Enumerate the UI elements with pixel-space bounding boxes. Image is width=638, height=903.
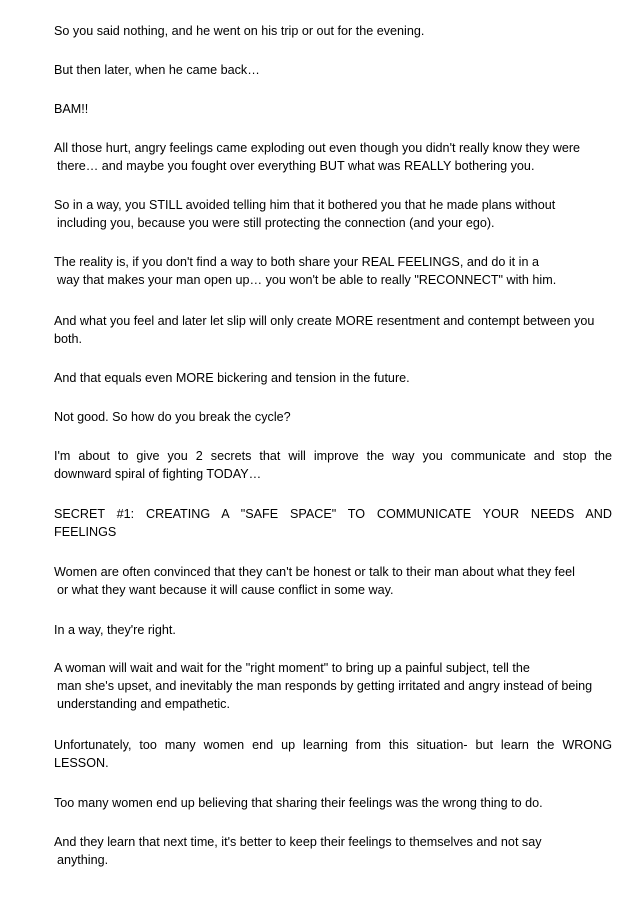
paragraph-line: man she's upset, and inevitably the man responds by getting irritated and angry instead of being <box>57 679 593 693</box>
paragraph-line: So you said nothing, and he went on his trip or out for the evening. <box>54 24 425 38</box>
paragraph-line: A woman will wait and wait for the "right moment" to bring up a painful subject, tell the <box>54 661 530 675</box>
paragraph-line: And they learn that next time, it's better to keep their feelings to themselves and not say <box>54 835 542 849</box>
section-heading: SECRET #1: CREATING A "SAFE SPACE" TO COMMUNICATE YOUR NEEDS AND <box>54 507 612 521</box>
paragraph-line: I'm about to give you 2 secrets that will improve the way you communicate and stop the <box>54 449 612 463</box>
paragraph-line: Too many women end up believing that sharing their feelings was the wrong thing to do. <box>54 796 543 810</box>
section-heading: FEELINGS <box>54 525 117 539</box>
paragraph-line: BAM!! <box>54 102 89 116</box>
paragraph-line: downward spiral of fighting TODAY… <box>54 467 262 481</box>
paragraph-line: In a way, they're right. <box>54 623 176 637</box>
paragraph-line: anything. <box>57 853 109 867</box>
paragraph-line: or what they want because it will cause conflict in some way. <box>57 583 394 597</box>
paragraph-line: So in a way, you STILL avoided telling him that it bothered you that he made plans without <box>54 198 556 212</box>
paragraph-line: including you, because you were still protecting the connection (and your ego). <box>57 216 495 230</box>
paragraph-line: way that makes your man open up… you won't be able to really "RECONNECT" with him. <box>57 273 557 287</box>
paragraph-line: But then later, when he came back… <box>54 63 260 77</box>
paragraph-line: And that equals even MORE bickering and tension in the future. <box>54 371 410 385</box>
paragraph-line: LESSON. <box>54 756 109 770</box>
paragraph-line: And what you feel and later let slip will only create MORE resentment and contempt between you <box>54 314 595 328</box>
paragraph-line: Not good. So how do you break the cycle? <box>54 410 291 424</box>
paragraph-line: The reality is, if you don't find a way to both share your REAL FEELINGS, and do it in a <box>54 255 539 269</box>
paragraph-line: Women are often convinced that they can't be honest or talk to their man about what they feel <box>54 565 575 579</box>
paragraph-line: understanding and empathetic. <box>57 697 230 711</box>
paragraph-line: both. <box>54 332 83 346</box>
paragraph-line: there… and maybe you fought over everything BUT what was REALLY bothering you. <box>57 159 535 173</box>
paragraph-line: Unfortunately, too many women end up learning from this situation- but learn the WRONG <box>54 738 612 752</box>
paragraph-line: All those hurt, angry feelings came exploding out even though you didn't really know they were <box>54 141 581 155</box>
